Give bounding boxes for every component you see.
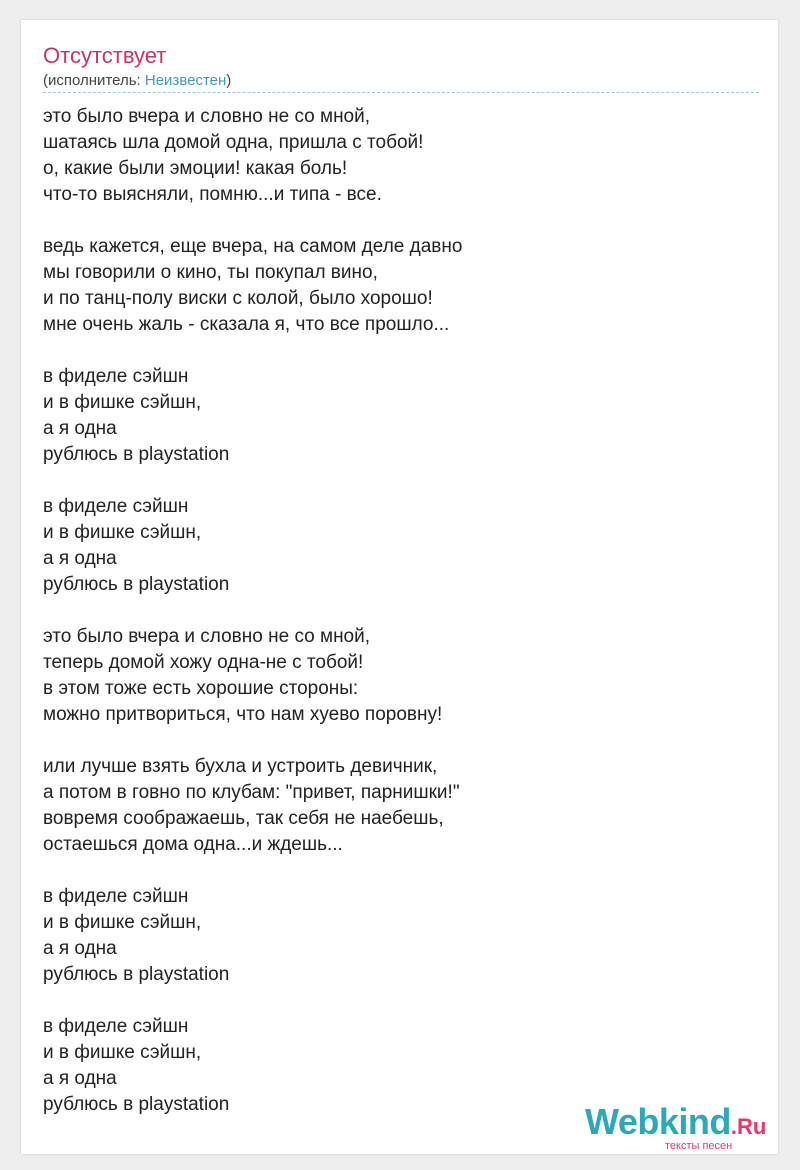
lyric-line: а потом в говно по клубам: "привет, парнишки!" <box>43 782 460 803</box>
artist-link[interactable]: Неизвестен <box>144 72 227 89</box>
lyric-line: в фиделе сэйшн <box>43 1016 189 1037</box>
lyrics-page <box>21 20 778 1154</box>
lyric-line: и в фишке сэйшн, <box>43 522 202 543</box>
lyric-line: в этом тоже есть хорошие стороны: <box>43 678 359 699</box>
stanza <box>43 234 743 338</box>
lyric-line: это было вчера и словно не со мной, <box>43 106 371 127</box>
dashed-separator <box>43 92 759 93</box>
lyric-line: вовремя соображаешь, так себя не наебешь, <box>43 808 444 829</box>
artist-prefix: (исполнитель: <box>43 72 145 89</box>
lyric-line: и в фишке сэйшн, <box>43 392 202 413</box>
lyric-line: рублюсь в playstation <box>43 1094 230 1115</box>
artist-line <box>43 72 231 90</box>
lyric-line: теперь домой хожу одна-не с тобой! <box>43 652 364 673</box>
lyric-line: остаешься дома одна...и ждешь... <box>43 834 343 855</box>
lyric-line: рублюсь в playstation <box>43 444 230 465</box>
lyric-line: мы говорили о кино, ты покупал вино, <box>43 262 378 283</box>
lyric-line: мне очень жаль - сказала я, что все прошло... <box>43 314 450 335</box>
lyric-line: можно притвориться, что нам хуево поровну! <box>43 704 443 725</box>
logo-main-text: Webkind <box>585 1101 731 1142</box>
lyric-line: ведь кажется, еще вчера, на самом деле давно <box>43 236 463 257</box>
lyric-line: а я одна <box>43 938 117 959</box>
webkind-logo[interactable] <box>585 1102 785 1150</box>
lyric-line: и в фишке сэйшн, <box>43 912 202 933</box>
stanza <box>43 884 743 988</box>
artist-suffix: ) <box>226 72 232 89</box>
song-title: Отсутствует <box>43 43 167 68</box>
lyric-line: в фиделе сэйшн <box>43 496 189 517</box>
stanza <box>43 104 743 208</box>
lyric-line: или лучше взять бухла и устроить девичник, <box>43 756 438 777</box>
lyric-line: в фиделе сэйшн <box>43 366 189 387</box>
stanza <box>43 494 743 598</box>
lyric-line: а я одна <box>43 418 117 439</box>
lyric-line: и в фишке сэйшн, <box>43 1042 202 1063</box>
lyric-line: что-то выясняли, помню...и типа - все. <box>43 184 382 205</box>
lyric-line: шатаясь шла домой одна, пришла с тобой! <box>43 132 424 153</box>
lyric-line: а я одна <box>43 1068 117 1089</box>
lyric-line: в фиделе сэйшн <box>43 886 189 907</box>
stanza <box>43 364 743 468</box>
stanza <box>43 754 743 858</box>
logo-tld: .Ru <box>730 1114 767 1139</box>
lyric-line: и по танц-полу виски с колой, было хорошо! <box>43 288 433 309</box>
lyric-line: рублюсь в playstation <box>43 964 230 985</box>
logo-tagline: тексты песен <box>665 1140 733 1152</box>
lyric-line: это было вчера и словно не со мной, <box>43 626 371 647</box>
lyric-line: рублюсь в playstation <box>43 574 230 595</box>
lyric-line: а я одна <box>43 548 117 569</box>
stanza <box>43 624 743 728</box>
lyrics-body <box>43 104 743 1144</box>
lyric-line: о, какие были эмоции! какая боль! <box>43 158 348 179</box>
